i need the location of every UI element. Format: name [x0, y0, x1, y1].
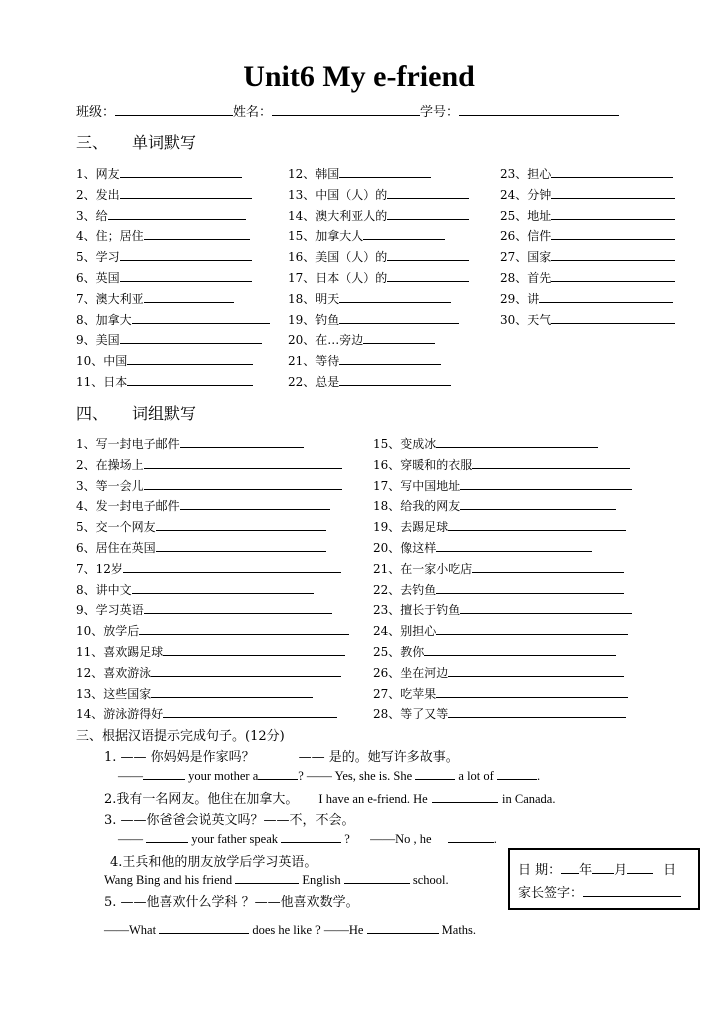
answer-blank[interactable] — [127, 352, 253, 365]
answer-blank[interactable] — [448, 705, 626, 718]
item-label: 4、住；居住 — [76, 229, 144, 244]
answer-blank[interactable] — [163, 643, 345, 656]
dictation-item — [76, 456, 342, 473]
answer-blank[interactable] — [436, 685, 628, 698]
answer-blank[interactable] — [163, 705, 337, 718]
dictation-item — [76, 477, 342, 494]
answer-blank[interactable] — [448, 518, 626, 531]
answer-blank[interactable] — [120, 186, 252, 199]
dictation-item — [373, 664, 624, 681]
item-label: 23、担心 — [500, 167, 552, 181]
answer-blank[interactable] — [108, 207, 246, 220]
dictation-item — [288, 207, 469, 224]
dictation-item — [373, 539, 592, 556]
page-title: Unit6 My e-friend — [243, 60, 475, 93]
item-label: 14、游泳游得好 — [76, 707, 164, 722]
dictation-item — [373, 456, 630, 473]
dictation-item — [373, 643, 616, 660]
answer-blank[interactable] — [120, 248, 252, 261]
answer-blank[interactable] — [123, 560, 341, 573]
dictation-item — [76, 186, 252, 203]
item-label: 10、放学后 — [76, 624, 140, 639]
answer-blank[interactable] — [551, 227, 675, 240]
month-field[interactable] — [592, 861, 614, 874]
answer-blank[interactable] — [339, 373, 451, 386]
item-label: 15、加拿大人 — [288, 229, 364, 244]
item-label: 22、去钓鱼 — [373, 582, 437, 597]
q2-row: 2.我有一名网友。他住在加拿大。 I have an e-friend. He in Canada. — [104, 792, 556, 807]
answer-blank[interactable] — [156, 518, 326, 531]
dictation-item — [373, 601, 632, 618]
answer-blank[interactable] — [127, 373, 253, 386]
dictation-item — [373, 560, 624, 577]
item-label: 16、穿暖和的衣服 — [373, 457, 473, 472]
dictation-item — [288, 227, 445, 244]
item-label: 3、给 — [76, 208, 108, 223]
student-id-label: 学号： — [420, 105, 460, 120]
q1-english: —— your mother a ? —— Yes, she is. She a lot of . — [118, 769, 541, 783]
item-label: 5、交一个网友 — [76, 520, 156, 535]
item-label: 26、信件 — [500, 229, 552, 244]
dictation-item — [500, 207, 675, 224]
class-field[interactable] — [115, 103, 233, 116]
item-label: 29、讲 — [500, 291, 540, 306]
dictation-item — [76, 311, 270, 328]
dictation-item — [76, 643, 345, 660]
q3-blank-3[interactable] — [448, 830, 494, 843]
item-label: 13、这些国家 — [76, 686, 152, 701]
dictation-item — [373, 497, 616, 514]
item-label: 21、等待 — [288, 354, 340, 369]
answer-blank[interactable] — [460, 477, 632, 490]
answer-blank[interactable] — [387, 207, 469, 220]
class-label: 班级： — [76, 105, 116, 120]
item-label: 24、分钟 — [500, 187, 552, 202]
q3-english: —— your father speak ? ——No , he . — [118, 832, 497, 846]
item-label: 2、发出 — [76, 187, 120, 202]
dictation-item — [76, 227, 250, 244]
item-label: 7、澳大利亚 — [76, 291, 144, 306]
item-label: 27、国家 — [500, 250, 552, 265]
answer-blank[interactable] — [551, 269, 675, 282]
item-label: 11、日本 — [76, 375, 128, 389]
student-id-field[interactable] — [459, 103, 619, 116]
dictation-item — [76, 539, 326, 556]
answer-blank[interactable] — [339, 165, 431, 178]
answer-blank[interactable] — [539, 290, 673, 303]
item-label: 13、中国（人）的 — [288, 187, 388, 202]
q1-blank-1[interactable] — [143, 767, 185, 780]
dictation-item — [288, 248, 469, 265]
answer-blank[interactable] — [180, 435, 304, 448]
item-label: 28、等了又等 — [373, 707, 449, 722]
item-label: 14、澳大利亚人的 — [288, 208, 388, 223]
q5-english: ——What does he like ? ——He Maths. — [104, 923, 477, 937]
dictation-item — [288, 373, 451, 390]
parent-signature-field[interactable] — [583, 884, 681, 897]
q1-blank-4[interactable] — [497, 767, 537, 780]
item-label: 1、写一封电子邮件 — [76, 437, 180, 451]
dictation-item — [76, 685, 313, 702]
dictation-item — [500, 311, 675, 328]
dictation-item — [373, 518, 626, 535]
section-phrases-heading: 四、 词组默写 — [76, 404, 197, 423]
answer-blank[interactable] — [387, 186, 469, 199]
section-words-heading: 三、 单词默写 — [76, 133, 197, 152]
answer-blank[interactable] — [339, 352, 441, 365]
item-label: 7、12岁 — [76, 561, 123, 576]
answer-blank[interactable] — [120, 269, 252, 282]
item-label: 12、喜欢游泳 — [76, 665, 152, 680]
dictation-item — [76, 705, 337, 722]
sign-row: 家长签字： — [518, 882, 681, 901]
item-label: 25、教你 — [373, 645, 425, 659]
name-field[interactable] — [272, 103, 420, 116]
dictation-item — [500, 227, 675, 244]
item-label: 25、地址 — [500, 208, 552, 223]
q4-chinese: 4.王兵和他的朋友放学后学习英语。 — [110, 855, 318, 870]
dictation-item — [76, 269, 252, 286]
answer-blank[interactable] — [144, 227, 250, 240]
q1-blank-3[interactable] — [415, 767, 455, 780]
item-label: 19、钓鱼 — [288, 312, 340, 327]
dictation-item — [76, 664, 341, 681]
q2-blank[interactable] — [432, 790, 498, 803]
answer-blank[interactable] — [551, 165, 673, 178]
item-label: 20、像这样 — [373, 541, 437, 555]
item-label: 28、首先 — [500, 271, 552, 285]
dictation-item — [76, 622, 349, 639]
year-field[interactable] — [561, 861, 579, 874]
dictation-item — [373, 685, 628, 702]
answer-blank[interactable] — [363, 331, 435, 344]
answer-blank[interactable] — [339, 311, 459, 324]
answer-blank[interactable] — [144, 290, 234, 303]
item-label: 2、在操场上 — [76, 457, 144, 472]
section-sentences-heading: 三、根据汉语提示完成句子。(12分) — [76, 729, 285, 744]
item-label: 16、美国（人）的 — [288, 250, 388, 265]
answer-blank[interactable] — [151, 664, 341, 677]
answer-blank[interactable] — [551, 248, 675, 261]
item-label: 4、发一封电子邮件 — [76, 499, 180, 514]
parent-signature-box — [508, 848, 700, 910]
dictation-item — [76, 248, 252, 265]
answer-blank[interactable] — [180, 497, 330, 510]
answer-blank[interactable] — [151, 685, 313, 698]
q4-blank-1[interactable] — [235, 871, 299, 884]
q4-english: Wang Bing and his friend English school. — [104, 873, 449, 887]
item-label: 17、写中国地址 — [373, 478, 461, 493]
item-label: 15、变成冰 — [373, 437, 437, 451]
answer-blank[interactable] — [120, 165, 242, 178]
item-label: 21、在一家小吃店 — [373, 561, 473, 576]
dictation-item — [76, 207, 246, 224]
item-label: 8、加拿大 — [76, 312, 132, 327]
q1-chinese: 1. —— 你妈妈是作家吗？ —— 是的。她写许多故事。 — [104, 750, 459, 765]
answer-blank[interactable] — [144, 477, 342, 490]
answer-blank[interactable] — [424, 643, 616, 656]
item-label: 17、日本（人）的 — [288, 271, 388, 285]
answer-blank[interactable] — [472, 456, 630, 469]
q5-blank-1[interactable] — [159, 921, 249, 934]
item-label: 23、擅长于钓鱼 — [373, 603, 461, 618]
dictation-item — [288, 165, 431, 182]
item-label: 3、等一会儿 — [76, 478, 144, 493]
answer-blank[interactable] — [460, 601, 632, 614]
answer-blank[interactable] — [144, 456, 342, 469]
item-label: 20、在…旁边 — [288, 333, 364, 348]
dictation-item — [500, 186, 675, 203]
answer-blank[interactable] — [387, 248, 469, 261]
dictation-item — [288, 311, 459, 328]
dictation-item — [76, 165, 242, 182]
dictation-item — [373, 435, 598, 452]
dictation-item — [76, 352, 253, 369]
answer-blank[interactable] — [387, 269, 469, 282]
item-label: 6、居住在英国 — [76, 541, 156, 555]
dictation-item — [373, 705, 626, 722]
item-label: 9、美国 — [76, 333, 120, 348]
dictation-item — [373, 622, 628, 639]
answer-blank[interactable] — [144, 601, 332, 614]
q3-chinese: 3. ——你爸爸会说英文吗？——不，不会。 — [104, 813, 355, 828]
dictation-item — [76, 560, 341, 577]
item-label: 18、明天 — [288, 291, 340, 306]
dictation-item — [76, 290, 234, 307]
q4-blank-2[interactable] — [344, 871, 410, 884]
item-label: 24、别担心 — [373, 624, 437, 639]
item-label: 11、喜欢踢足球 — [76, 645, 164, 659]
date-row: 日 期： 年 月 日 — [518, 863, 677, 878]
dictation-item — [76, 601, 332, 618]
answer-blank[interactable] — [363, 227, 445, 240]
dictation-item — [76, 581, 314, 598]
answer-blank[interactable] — [120, 331, 262, 344]
q1-blank-2[interactable] — [258, 767, 298, 780]
q3-blank-2[interactable] — [281, 830, 341, 843]
answer-blank[interactable] — [551, 311, 675, 324]
answer-blank[interactable] — [436, 539, 592, 552]
q3-blank-1[interactable] — [146, 830, 188, 843]
answer-blank[interactable] — [436, 622, 628, 635]
dictation-item — [373, 581, 624, 598]
dictation-item — [288, 186, 469, 203]
item-label: 8、讲中文 — [76, 582, 132, 597]
dictation-item — [500, 269, 675, 286]
dictation-item — [500, 290, 673, 307]
item-label: 1、网友 — [76, 167, 120, 181]
answer-blank[interactable] — [132, 581, 314, 594]
dictation-item — [288, 269, 469, 286]
item-label: 26、坐在河边 — [373, 665, 449, 680]
item-label: 30、天气 — [500, 312, 552, 327]
answer-blank[interactable] — [460, 497, 616, 510]
day-field[interactable] — [627, 861, 653, 874]
dictation-item — [500, 165, 673, 182]
q5-chinese: 5. ——他喜欢什么学科 ？——他喜欢数学。 — [104, 895, 359, 910]
name-label: 姓名： — [233, 105, 273, 120]
student-info-row — [76, 101, 619, 120]
dictation-item — [76, 497, 330, 514]
item-label: 5、学习 — [76, 250, 120, 265]
dictation-item — [76, 331, 262, 348]
answer-blank[interactable] — [139, 622, 349, 635]
item-label: 6、英国 — [76, 271, 120, 285]
answer-blank[interactable] — [551, 207, 675, 220]
answer-blank[interactable] — [551, 186, 675, 199]
dictation-item — [76, 373, 253, 390]
dictation-item — [288, 331, 435, 348]
dictation-item — [288, 290, 451, 307]
item-label: 18、给我的网友 — [373, 499, 461, 514]
answer-blank[interactable] — [436, 581, 624, 594]
dictation-item — [288, 352, 441, 369]
answer-blank[interactable] — [436, 435, 598, 448]
answer-blank[interactable] — [339, 290, 451, 303]
answer-blank[interactable] — [132, 311, 270, 324]
answer-blank[interactable] — [448, 664, 624, 677]
answer-blank[interactable] — [156, 539, 326, 552]
item-label: 10、中国 — [76, 354, 128, 369]
q5-blank-2[interactable] — [367, 921, 439, 934]
item-label: 22、总是 — [288, 375, 340, 389]
dictation-item — [76, 435, 304, 452]
item-label: 9、学习英语 — [76, 603, 144, 618]
item-label: 19、去踢足球 — [373, 520, 449, 535]
answer-blank[interactable] — [472, 560, 624, 573]
item-label: 27、吃苹果 — [373, 686, 437, 701]
dictation-item — [76, 518, 326, 535]
dictation-item — [373, 477, 632, 494]
dictation-item — [500, 248, 675, 265]
item-label: 12、韩国 — [288, 167, 340, 181]
